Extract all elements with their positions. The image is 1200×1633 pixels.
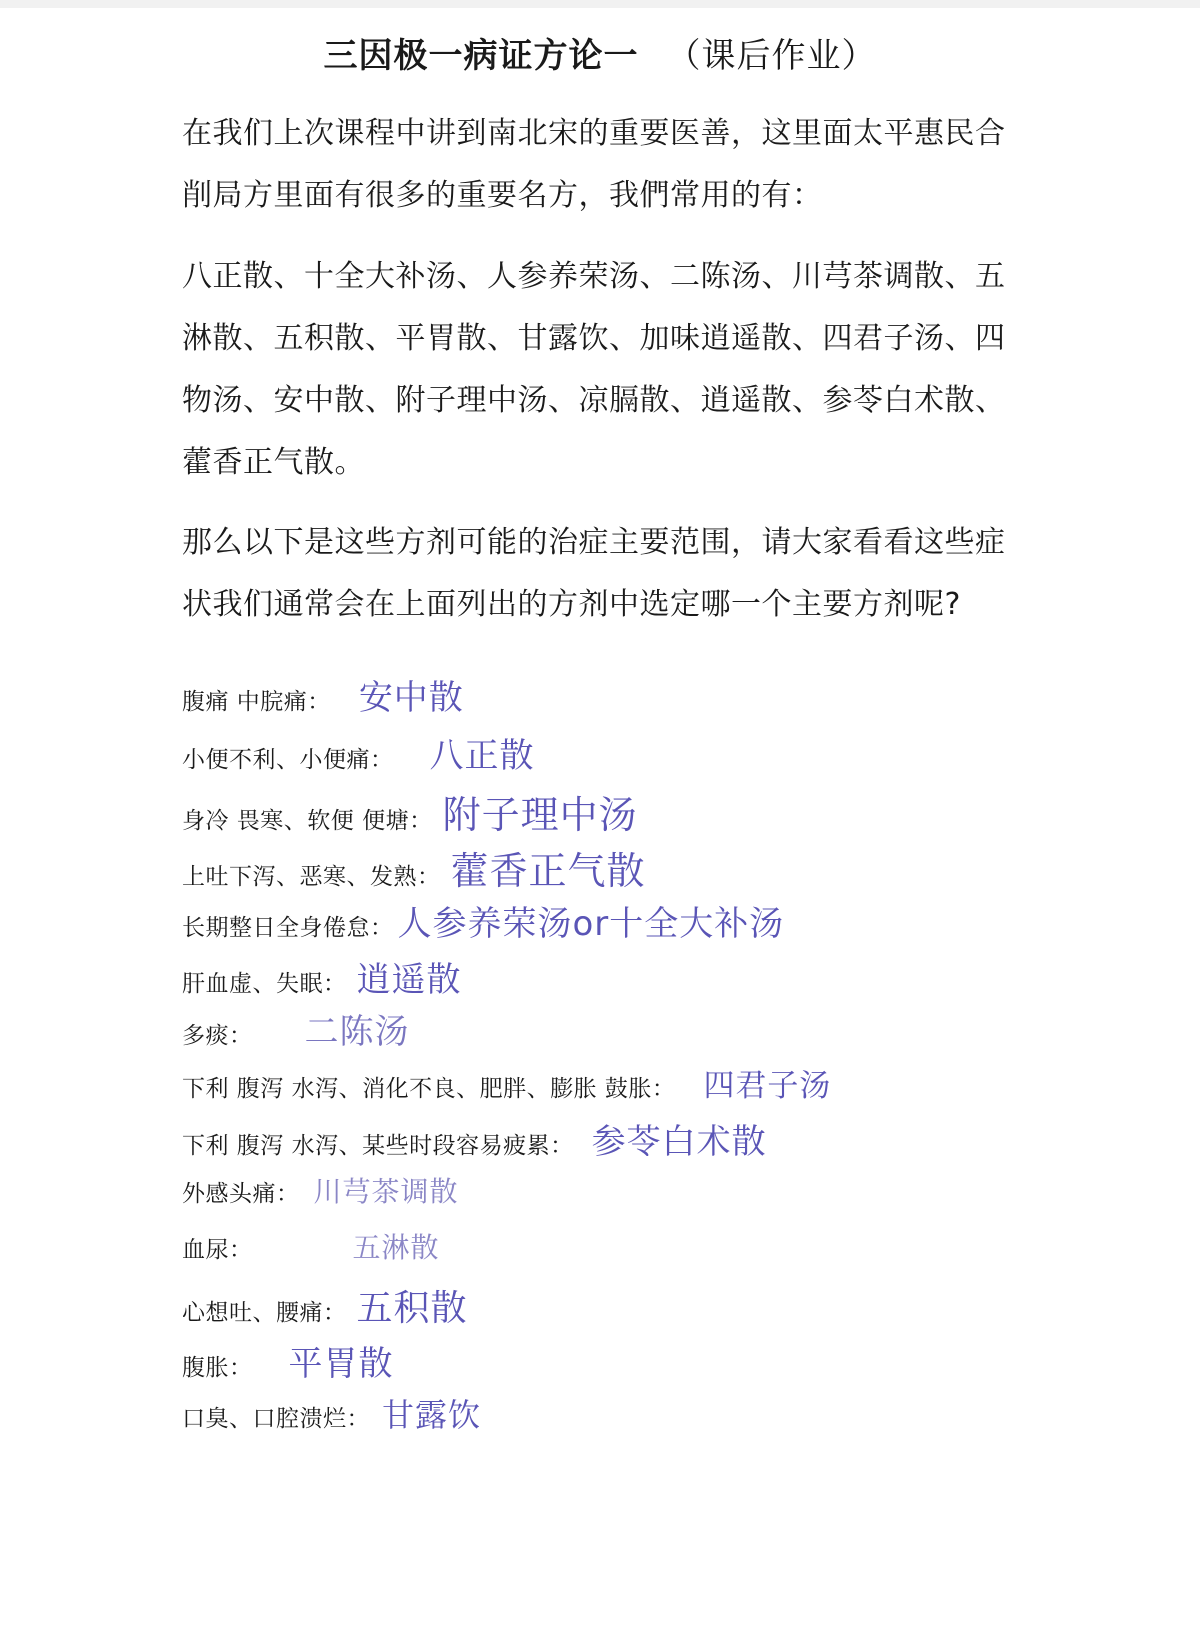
symptom-text: 多痰：	[182, 1023, 253, 1049]
handwritten-answer: 参苓白术散	[591, 1122, 767, 1162]
qa-row	[182, 1226, 440, 1274]
symptom-text: 下利 腹泻 水泻、某些时段容易疲累：	[182, 1133, 574, 1159]
title-text: 三因极一病证方论一	[323, 36, 639, 76]
symptom-text: 外感头痛：	[182, 1181, 300, 1207]
qa-row	[182, 896, 784, 944]
qa-row	[182, 840, 646, 893]
qa-row	[182, 1390, 481, 1438]
qa-row	[182, 1280, 468, 1328]
intro-line: 在我们上次课程中讲到南北宋的重要医善，这里面太平惠民合	[182, 116, 1006, 151]
document-title	[0, 28, 1200, 77]
qa-row	[182, 1060, 831, 1108]
qa-row	[182, 1114, 767, 1162]
symptom-text: 口臭、口腔溃烂：	[182, 1406, 370, 1432]
question-paragraph	[182, 512, 1012, 636]
symptom-text: 肝血虚、失眠：	[182, 971, 347, 997]
handwritten-answer: 五积散	[356, 1288, 468, 1329]
qa-row	[182, 952, 462, 1000]
question-line: 状我们通常会在上面列出的方剂中选定哪一个主要方剂呢?	[182, 587, 961, 622]
handwritten-answer: 平胃散	[288, 1344, 394, 1384]
symptom-text: 小便不利、小便痛：	[182, 747, 394, 773]
symptom-text: 腹胀：	[182, 1355, 253, 1381]
formula-line: 物汤、安中散、附子理中汤、凉膈散、逍遥散、参苓白术散、	[182, 383, 1006, 418]
handwritten-answer: 附子理中汤	[442, 793, 638, 837]
handwritten-answer: 安中散	[358, 678, 464, 718]
formula-line: 八正散、十全大补汤、人参养荣汤、二陈汤、川芎茶调散、五	[182, 259, 1006, 294]
handwritten-answer: 甘露饮	[382, 1396, 482, 1434]
formula-list-paragraph	[182, 246, 1012, 494]
symptom-text: 上吐下泻、恶寒、发熟：	[182, 864, 441, 890]
intro-line: 削局方里面有很多的重要名方，我們常用的有：	[182, 178, 823, 213]
qa-row	[182, 670, 464, 718]
qa-row	[182, 1170, 459, 1218]
qa-row	[182, 1004, 410, 1052]
handwritten-answer: 八正散	[429, 736, 535, 776]
symptom-text: 腹痛 中脘痛：	[182, 689, 331, 715]
handwritten-answer: 藿香正气散	[450, 849, 646, 893]
formula-line: 藿香正气散。	[182, 445, 365, 480]
symptom-text: 长期整日全身倦怠：	[182, 915, 394, 941]
handwritten-answer: 人参养荣汤or十全大补汤	[397, 904, 785, 944]
symptom-text: 血尿：	[182, 1237, 253, 1263]
symptom-text: 身冷 畏寒、软便 便塘：	[182, 808, 433, 834]
question-line: 那么以下是这些方剂可能的治症主要范围，请大家看看这些症	[182, 525, 1006, 560]
handwritten-answer: 川芎茶调散	[313, 1175, 459, 1208]
qa-row	[182, 728, 535, 776]
handwritten-answer: 五淋散	[352, 1231, 440, 1264]
intro-paragraph	[182, 103, 1012, 227]
qa-row	[182, 784, 638, 837]
formula-line: 淋散、五积散、平胃散、甘露饮、加味逍遥散、四君子汤、四	[182, 321, 1006, 356]
handwritten-answer: 二陈汤	[304, 1012, 410, 1052]
handwritten-answer: 四君子汤	[703, 1068, 832, 1104]
symptom-text: 心想吐、腰痛：	[182, 1300, 347, 1326]
qa-row	[182, 1336, 394, 1384]
title-subtitle: （课后作业）	[666, 36, 877, 76]
handwritten-answer: 逍遥散	[356, 960, 462, 1000]
symptom-text: 下利 腹泻 水泻、消化不良、肥胖、膨胀 鼓胀：	[182, 1076, 676, 1102]
